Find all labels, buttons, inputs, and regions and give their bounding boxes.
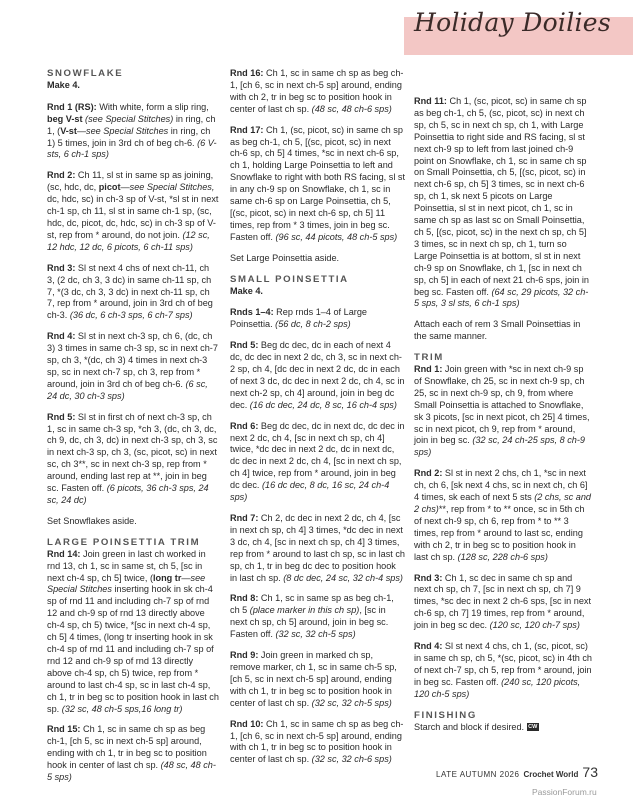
page-title: Holiday Doilies xyxy=(414,8,612,37)
instruction-paragraph xyxy=(230,68,405,116)
round-label: Rnd 5: xyxy=(230,340,259,351)
instruction-text: Ch 1, sc in same ch sp as beg ch-1, [ch 6, sc in next ch-5 sp] around, ending with ch 1, tr in beg sc to position hook in center of last ch sp. xyxy=(230,718,404,765)
section-heading: SMALL POINSETTIA xyxy=(230,273,349,285)
instruction-paragraph xyxy=(414,319,592,343)
section-heading: SNOWFLAKE xyxy=(47,68,124,79)
instruction-text: Set Large Poinsettia aside. xyxy=(230,252,340,263)
instruction-text: inserting hook in sk ch-4 sp of rnd 11 and including ch-7 sp of rnd 12 and ch-9 sp of rnd 13 directly above ch-4 sp, ch 5) twice, *[sc in next ch-4 sp, ch 5] 4 times, (long tr inserting hook in sk ch-4 sp of rnd 11 and including ch-7 sp of rnd 12 and ch-9 sp of rnd 13 directly above ch-4 sp, ch 5) twice, rep from * around to last ch-4 sp, sc in last ch-4 sp, ch 1, tr in beg sc to position hook in last ch sp. xyxy=(47,584,219,714)
stitch-count-note: (12 sc, 12 hdc, 12 dc, 6 picots, 6 ch-11 sps) xyxy=(47,229,210,252)
instruction-paragraph xyxy=(414,722,592,734)
instruction-paragraph xyxy=(230,253,405,265)
round-label: Rnd 2: xyxy=(414,468,443,479)
make-count: Make 4. xyxy=(47,79,80,90)
instruction-text: Sl st next 4 chs, ch 1, (sc, picot, sc) in same ch sp, ch 5, *(sc, picot, sc) in 4th ch of next ch-7 sp, ch 5, rep from * around, join in beg sc. Fasten off. xyxy=(414,641,593,687)
instruction-paragraph xyxy=(414,364,592,459)
round-label: Rnd 10: xyxy=(230,718,264,729)
round-label: Rnd 15: xyxy=(47,724,81,735)
stitch-count-note: (32 sc, 32 ch-5 sps) xyxy=(311,697,392,708)
stitch-count-note: (36 dc, 6 ch-3 sps, 6 ch-7 sps) xyxy=(69,310,193,321)
stitch-count-note: (6 V-sts, 6 ch-1 sps) xyxy=(47,137,217,160)
instruction-paragraph xyxy=(47,170,219,253)
instruction-text: Sl st in next 2 chs, ch 1, *sc in next ch, ch 6, [sk next 4 chs, sc in next ch, ch 6] 4 times, sk each of next 5 sts xyxy=(414,468,588,503)
round-label: Rnd 8: xyxy=(230,593,259,604)
instruction-text: Beg dc dec, dc in next dc, dc dec in next 2 dc, ch 4, [sc in next ch sp, ch 4] twice, *dc dec in next 2 dc, dc in next dc, dc dec in next 2 dc, ch 4, [sc in next ch sp, ch 4] twice, rep from * around, join in beg dc dec. xyxy=(230,420,405,491)
instruction-paragraph xyxy=(47,102,219,162)
instruction-paragraph xyxy=(230,650,405,710)
stitch-count-note: —see Special Stitches xyxy=(76,125,169,136)
instruction-text: , [sc in next ch sp, ch 5] around, join in beg sc. Fasten off. xyxy=(230,605,389,640)
instruction-paragraph xyxy=(47,549,219,716)
stitch-count-note: (6 picots, 36 ch-3 sps, 24 sc, 24 dc) xyxy=(47,483,209,505)
column-right xyxy=(414,96,592,742)
instruction-text: Ch 1, sc in same ch sp as beg ch-1, [ch 5, sc in next ch-5 sp] around, ending with ch 1, tr in beg sc to position hook in center of last ch sp. xyxy=(47,724,207,771)
instruction-text: Join green in last ch worked in rnd 13, ch 1, sc in same st, ch 5, [sc in next ch-4 sp, ch 5] twice, ( xyxy=(47,548,206,583)
stitch-count-note: (48 sc, 48 ch-5 sps) xyxy=(47,760,216,783)
page-footer xyxy=(436,764,618,780)
instruction-text: Ch 1, (sc, picot, sc) in same ch sp as beg ch-1, ch 5, [(sc, picot, sc) in next ch-6 sp, ch 5] 4 times, *sc in next ch-6 sp, ch 1, holding Large Poinsettia to left and Snowflake to right with both RS facing, sl st in any ch-9 sp on Snowflake, ch 1, sc in same ch-6 sp on Large Poinsettia, ch 5, [(sc, picot, sc) in next ch-6 sp, ch 5] 11 times, rep from * 3 times, join in beg sc. Fasten off. xyxy=(230,124,405,242)
stitch-count-note: (16 dc dec, 8 dc, 16 sc, 24 ch-4 sps) xyxy=(230,480,390,503)
make-count: Make 4. xyxy=(230,285,263,296)
round-label: Rnd 9: xyxy=(230,650,259,661)
stitch-count-note: (32 sc, 32 ch-5 sps) xyxy=(275,629,356,640)
round-label: Rnd 4: xyxy=(414,641,443,652)
instruction-text: Ch 1, sc in same ch sp as beg ch-1, [ch 6, sc in next ch-5 sp] around, ending with ch 2, tr in beg sc to position hook in center of last ch sp. xyxy=(230,68,404,114)
stitch-count-note: (48 sc, 48 ch-6 sps) xyxy=(311,103,392,114)
stitch-count-note: (32 sc, 24 ch-25 sps, 8 ch-9 sps) xyxy=(414,435,585,458)
instruction-text: in ring, ch 1) 5 times, join in 3rd ch of beg ch-6. xyxy=(47,125,211,148)
instruction-text: Join green with *sc in next ch-9 sp of Snowflake, ch 25, sc in next ch-9 sp, ch 25, sc in next ch-9 sp, ch 9, from where Small Poinsettia is attached to Snowflake, sk 3 picots, [sc in next picot, ch 25] 4 times, sc in next picot, ch 9, rep from * around, join in beg sc. xyxy=(414,364,590,446)
stitch-count-note: —see Special Stitches xyxy=(47,572,206,595)
stitch-count-note: (120 sc, 120 ch-7 sps) xyxy=(489,620,580,631)
stitch-count-note: (240 sc, 120 picots, 120 ch-5 sps) xyxy=(414,676,581,699)
stitch-count-note: (16 dc dec, 24 dc, 8 sc, 16 ch-4 sps) xyxy=(249,399,397,410)
round-label: Rnd 6: xyxy=(230,420,259,431)
stitch-term: long tr xyxy=(153,572,182,583)
instruction-text: dc, hdc, sc) in ch-3 sp of V-st, *sl st in next ch-1 sp, ch 11, sl st in same ch-1 sp, (sc, hdc, dc, picot, dc, hdc, sc) in ch-3 sp of V-st, rep from * around, do not join. xyxy=(47,194,219,240)
instruction-text: Join green in marked ch sp, remove marker, ch 1, sc in same ch-5 sp, [ch 5, sc in next ch-5 sp] around, ending with ch 1, tr in beg sc to position hook in center of last ch sp. xyxy=(230,650,397,708)
page-number: 73 xyxy=(582,764,598,780)
stitch-count-note: (32 sc, 32 ch-6 sps) xyxy=(311,754,392,765)
round-label: Rnd 17: xyxy=(230,124,264,135)
instruction-text: Sl st in next ch-3 sp, ch 6, (dc, ch 3) 3 times in same ch-3 sp, sc in next ch-7 sp, ch 3, *(dc, ch 3) 4 times in next ch-3 sp, sc in next ch-7 sp, ch 3, rep from * around, join in 3rd ch of beg ch-6. xyxy=(47,331,218,389)
instruction-text: Set Snowflakes aside. xyxy=(47,515,137,526)
instruction-paragraph xyxy=(47,331,219,402)
magazine-name: Crochet World xyxy=(523,770,579,779)
stitch-count-note: (see Special Stitches) xyxy=(82,113,174,124)
stitch-count-note: (96 sc, 44 picots, 48 ch-5 sps) xyxy=(275,231,398,242)
round-label: Rnd 3: xyxy=(47,262,76,273)
round-label: Rnd 4: xyxy=(47,331,76,342)
end-mark-badge: CW xyxy=(528,724,538,731)
stitch-count-note: (56 dc, 8 ch-2 sps) xyxy=(275,319,351,330)
round-label: Rnd 1 (RS): xyxy=(47,101,97,112)
stitch-count-note: —see Special Stitches, xyxy=(120,182,215,193)
stitch-term: beg V-st xyxy=(47,113,83,124)
round-label: Rnd 1: xyxy=(414,364,443,375)
stitch-term: picot xyxy=(98,182,121,193)
stitch-count-note: (6 sc, 24 dc, 30 ch-3 sps) xyxy=(47,378,208,401)
instruction-paragraph xyxy=(230,307,405,331)
instruction-text: Ch 2, dc dec in next 2 dc, ch 4, [sc in next ch sp, ch 4] 3 times, *dc dec in next 3 dc, ch 4, [sc in next ch sp, ch 4] 3 times, rep from * around to last ch sp, sc in last ch sp, ch 1, tr in beg dc dec to position hook in last ch sp. xyxy=(230,513,405,583)
section-heading: LARGE POINSETTIA TRIM xyxy=(47,536,201,548)
issue-label: LATE AUTUMN 2026 xyxy=(436,770,520,779)
section-heading: FINISHING xyxy=(414,709,477,721)
watermark: PassionForum.ru xyxy=(532,787,597,797)
instruction-paragraph xyxy=(47,412,219,507)
round-label: Rnd 14: xyxy=(47,548,81,559)
instruction-paragraph xyxy=(414,641,592,701)
stitch-count-note: (32 sc, 48 ch-5 sps,16 long tr) xyxy=(61,703,183,714)
instruction-text: Starch and block if desired. xyxy=(414,721,527,732)
column-left xyxy=(47,68,219,793)
round-label: Rnd 2: xyxy=(47,170,76,181)
instruction-text: Rep rnds 1–4 of Large Poinsettia. xyxy=(230,307,367,330)
stitch-count-note: (128 sc, 228 ch-6 sps) xyxy=(457,551,548,562)
instruction-text: in ring, ch 1, ( xyxy=(47,113,216,136)
instruction-text: Ch 1, sc in same sp as beg ch-1, ch 5 xyxy=(230,593,394,616)
round-label: Rnd 5: xyxy=(47,411,76,422)
instruction-paragraph xyxy=(414,573,592,633)
round-label: Rnd 3: xyxy=(414,572,443,583)
instruction-text: With white, form a slip ring, xyxy=(96,101,209,112)
instruction-text: Ch 1, sc dec in same ch sp and next ch sp, ch 7, [sc in next ch sp, ch 7] 9 times, *sc dec in next 2 ch-6 sps, [sc in next ch-6 sp, ch 7] 19 times, rep from * around, join in beg sc dec. xyxy=(414,572,591,631)
instruction-paragraph xyxy=(47,724,219,784)
instruction-paragraph xyxy=(230,340,405,411)
section-heading: TRIM xyxy=(414,352,444,364)
instruction-paragraph xyxy=(230,719,405,767)
instruction-paragraph xyxy=(230,421,405,504)
round-label: Rnds 1–4: xyxy=(230,307,274,318)
instruction-paragraph xyxy=(414,468,592,563)
stitch-term: V-st xyxy=(60,125,77,136)
round-label: Rnd 11: xyxy=(414,96,447,106)
instruction-text: Sl st in first ch of next ch-3 sp, ch 1, sc in same ch-3 sp, *ch 3, (dc, ch 3, dc, ch 9, dc, ch 3, dc) in next ch-3 sp, ch 3, sc in next ch-3 sp, ch 3, (sc, picot, sc) in next sc, ch 3**, sc in next ch-3 sp, rep from * around, ending last rep at **, join in beg sc. Fasten off. xyxy=(47,411,218,494)
instruction-paragraph xyxy=(230,593,405,641)
instruction-text: Attach each of rem 3 Small Poinsettias in the same manner. xyxy=(414,319,581,342)
instruction-text: **, rep from * to ** once, sc in 5th ch of next ch-9 sp, ch 6, rep from * to ** 3 times, rep from * around to last sc, ending with ch 2, tr in beg sc to position hook in last ch sp. xyxy=(414,504,585,562)
round-label: Rnd 16: xyxy=(230,68,264,78)
instruction-paragraph xyxy=(414,96,592,310)
stitch-count-note: (64 sc, 29 picots, 32 ch-5 sps, 3 sl sts, 6 ch-1 sps) xyxy=(414,286,589,309)
round-label: Rnd 7: xyxy=(230,513,259,523)
instruction-text: Sl st next 4 chs of next ch-11, ch 3, (2 dc, ch 3, 3 dc) in same ch-11 sp, ch 7, *(3 dc, ch 3, 3 dc) in next ch-11 sp, ch 7, rep from * around, join in 3rd ch of beg ch-3. xyxy=(47,262,213,321)
instruction-paragraph xyxy=(47,263,219,323)
instruction-paragraph xyxy=(47,516,219,528)
instruction-paragraph xyxy=(230,513,405,584)
stitch-count-note: (place marker in this ch sp) xyxy=(249,605,360,616)
instruction-text: Beg dc dec, dc in each of next 4 dc, dc dec in next 2 dc, ch 3, sc in next ch-2 sp, ch 4, [dc dec in next 2 dc, dc in each of next 3 dc, dc dec in next 2 dc, ch 4, sc in next ch-2 sp, ch 4] around, join in beg dc dec. xyxy=(230,340,405,410)
instruction-text: Ch 1, (sc, picot, sc) in same ch sp as beg ch-1, ch 5, (sc, picot, sc) in next ch sp, ch 5, sc in next ch sp, ch 1, with Large Poinsettia to right side and RS facing, sl st next ch-9 sp to left from last joined ch-9 point on Snowflake, ch 1, sc in same ch sp on Small Poinsettia, ch 5, [(sc, picot, sc) in next ch-6 sp, ch 5] 3 times, sc in next ch-6 sp, ch 1, sk next 5 picots on Large Poinsettia, sl st in next picot, ch 1, sc in same ch sp as last sc on Small Poinsettia, ch 5, [(sc, picot, sc) in the next ch sp, ch 5] 3 times, sc in next ch sp, ch 1, turn so Large Poinsettia is at bottom, sl st in next ch-9 sp on Snowflake, ch 1, [sc in next ch sp, ch 5] in each of next 21 ch-6 sps, join in beg sc. Fasten off. xyxy=(414,96,589,297)
column-middle xyxy=(230,68,405,775)
instruction-paragraph xyxy=(230,125,405,244)
stitch-count-note: (8 dc dec, 24 sc, 32 ch-4 sps) xyxy=(283,572,403,583)
instruction-text: Ch 11, sl st in same sp as joining, (sc, hdc, dc, xyxy=(47,170,214,193)
stitch-count-note: (2 chs, sc and 2 chs) xyxy=(414,492,592,514)
